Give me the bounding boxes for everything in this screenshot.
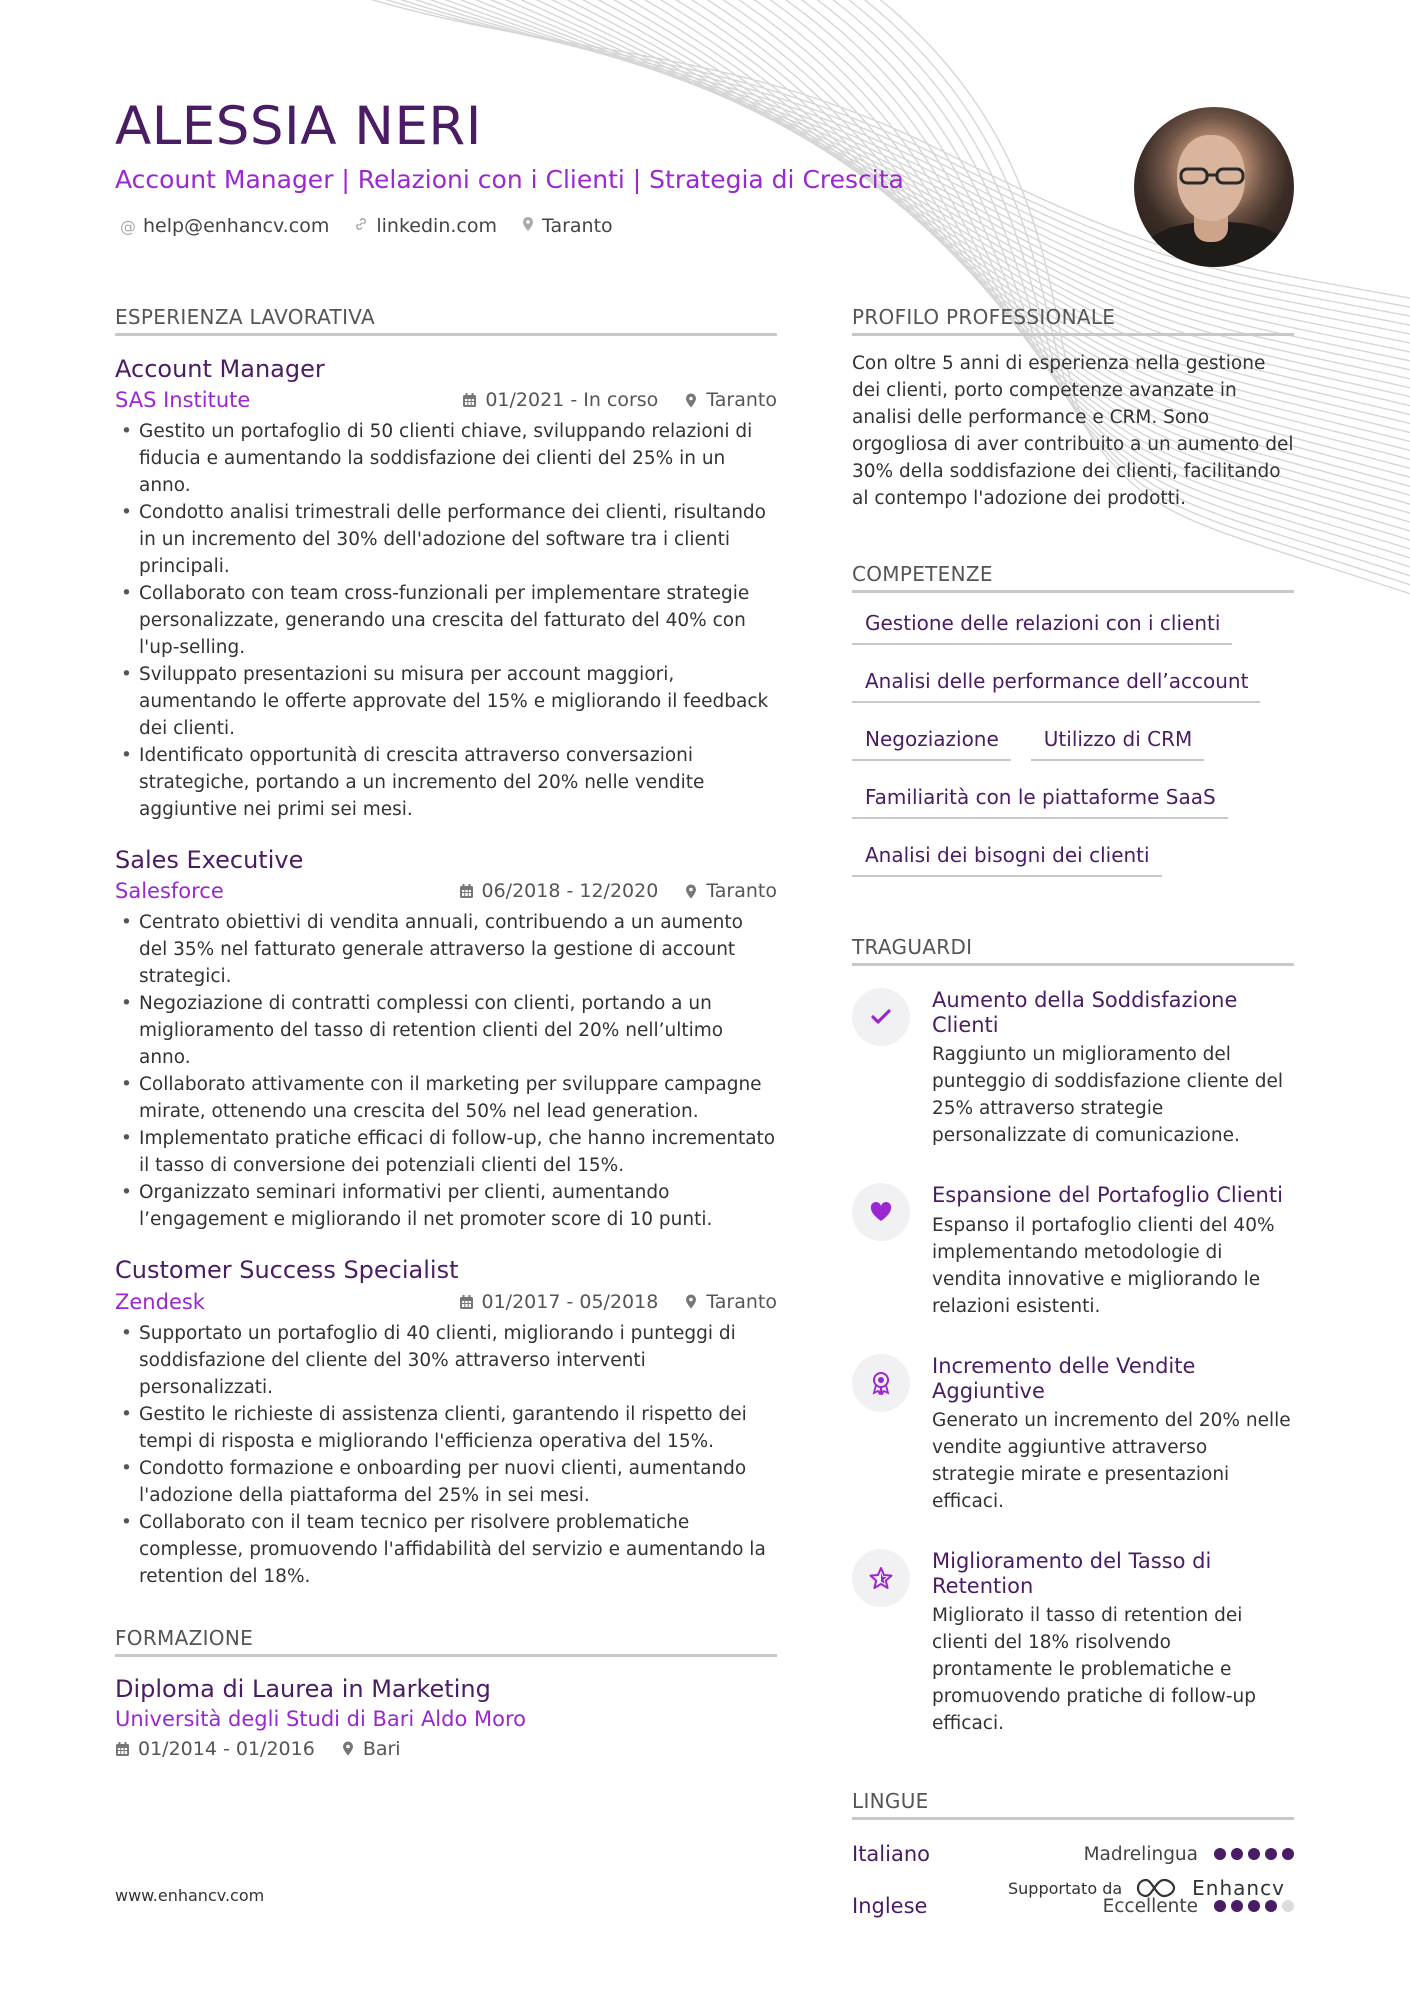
achievements-list [852, 988, 1294, 1737]
achievement-item [852, 988, 1294, 1149]
bullet-item: • Sviluppato presentazioni su misura per account maggiori, aumentando le offerte approvate del 15% e migliorando il feedback dei clienti. [115, 661, 777, 742]
language-rating [1214, 1900, 1294, 1912]
skill-tag: Analisi delle performance dell’account [852, 667, 1260, 703]
footer-powered-text: Supportato da [1008, 1878, 1123, 1898]
job-dates [462, 389, 658, 411]
language-name: Italiano [852, 1842, 930, 1867]
company-name: SAS Institute [115, 388, 251, 413]
email-contact[interactable] [120, 215, 329, 237]
job-dates [459, 1291, 659, 1313]
calendar-icon [459, 1294, 474, 1310]
language-name: Inglese [852, 1894, 928, 1919]
location-pin-icon [684, 392, 698, 409]
education-school: Università degli Studi di Bari Aldo Moro [115, 1706, 526, 1731]
rating-dot [1248, 1848, 1260, 1860]
language-item [852, 1842, 1294, 1866]
skills-section-title: COMPETENZE [852, 562, 1294, 593]
location-pin-icon [684, 883, 698, 900]
education-meta [115, 1738, 777, 1760]
job-bullets [115, 1320, 777, 1590]
footer-website[interactable]: www.enhancv.com [115, 1886, 265, 1905]
job-meta-right [459, 880, 778, 902]
email-text: help@enhancv.com [143, 215, 330, 237]
skill-tag: Analisi dei bisogni dei clienti [852, 841, 1162, 877]
rating-dot [1282, 1848, 1294, 1860]
education-location [341, 1738, 401, 1760]
job-location-text: Taranto [706, 1290, 777, 1313]
job-meta [115, 1290, 777, 1314]
education-section-title: FORMAZIONE [115, 1626, 777, 1657]
location-pin-icon [341, 1740, 355, 1757]
profile-summary: Con oltre 5 anni di esperienza nella gestione dei clienti, porto competenze avanzate in analisi delle performance e CRM. Sono orgogliosa di aver contribuito a un aumento del 30% della soddisfazione dei clienti, facilitando al contempo l'adozione dei prodotti. [852, 353, 1294, 509]
language-level: Eccellente [1102, 1895, 1198, 1917]
footer-branding [1008, 1876, 1285, 1900]
rating-dot [1265, 1900, 1277, 1912]
star-icon [852, 1549, 910, 1607]
experience-list [115, 354, 777, 1590]
achievement-title: Miglioramento del Tasso di Retention [932, 1548, 1212, 1599]
location-pin-icon [521, 216, 535, 236]
location-text: Taranto [542, 215, 613, 237]
bullet-item: • Implementato pratiche efficaci di follow-up, che hanno incrementato il tasso di conversione dei potenziali clienti del 15%. [115, 1125, 777, 1179]
job-entry [115, 354, 777, 823]
skill-tag: Familiarità con le piattaforme SaaS [852, 783, 1228, 819]
location-pin-icon [684, 1293, 698, 1310]
skill-tag: Utilizzo di CRM [1031, 725, 1204, 761]
job-dates-text: 01/2017 - 05/2018 [481, 1290, 659, 1313]
profile-photo [1134, 107, 1294, 267]
calendar-icon [462, 392, 477, 408]
job-title: Account Manager [115, 355, 325, 383]
achievement-item [852, 1549, 1294, 1737]
rating-dot [1282, 1900, 1294, 1912]
job-title: Customer Success Specialist [115, 1256, 459, 1285]
language-level-group [1084, 1844, 1294, 1865]
job-location [684, 389, 777, 411]
job-bullets [115, 909, 777, 1233]
footer-brand: Enhancv [1192, 1876, 1285, 1900]
enhancv-logo-icon [1134, 1876, 1180, 1900]
education-dates [115, 1738, 315, 1760]
achievement-description: Espanso il portafoglio clienti del 40% implementando metodologie di vendita innovative e migliorando le relazioni esistenti. [932, 1214, 1275, 1317]
achievement-description: Migliorato il tasso di retention dei clienti del 18% risolvendo prontamente le problematiche e promuovendo pratiche di follow-up efficaci. [932, 1605, 1257, 1735]
linkedin-text: linkedin.com [376, 215, 497, 237]
heart-icon [852, 1183, 910, 1241]
rating-dot [1231, 1848, 1243, 1860]
achievements-section-title: TRAGUARDI [852, 935, 1294, 966]
left-column [115, 305, 777, 1760]
achievement-body [932, 1354, 1294, 1515]
job-bullets [115, 418, 777, 823]
link-icon [353, 216, 369, 236]
headline: Account Manager | Relazioni con i Clienti | Strategia di Crescita [115, 165, 904, 194]
job-entry [115, 1255, 777, 1589]
achievement-item [852, 1183, 1294, 1319]
bullet-item: • Collaborato con team cross-funzionali per implementare strategie personalizzate, generando una crescita del fatturato del 40% con l'up-selling. [115, 580, 777, 661]
at-icon: @ [120, 216, 136, 236]
achievement-item [852, 1354, 1294, 1515]
bullet-item: • Condotto formazione e onboarding per nuovi clienti, aumentando l'adozione della piattaforma del 25% in sei mesi. [115, 1455, 777, 1509]
bullet-item: • Negoziazione di contratti complessi con clienti, portando a un miglioramento del tasso di retention clienti del 20% nell’ultimo anno. [115, 990, 777, 1071]
company-name: Salesforce [115, 879, 224, 904]
rating-dot [1214, 1848, 1226, 1860]
check-icon [852, 988, 910, 1046]
rating-dot [1248, 1900, 1260, 1912]
job-dates [459, 880, 659, 902]
linkedin-contact[interactable] [353, 215, 497, 237]
bullet-item: • Collaborato attivamente con il marketing per sviluppare campagne mirate, ottenendo una crescita del 50% nel lead generation. [115, 1071, 777, 1125]
company-name: Zendesk [115, 1289, 205, 1314]
job-location-text: Taranto [706, 880, 777, 903]
right-column [852, 305, 1294, 1918]
job-dates-text: 01/2021 - In corso [485, 389, 659, 412]
candidate-name: ALESSIA NERI [115, 96, 482, 157]
rating-dot [1231, 1900, 1243, 1912]
bullet-item: • Organizzato seminari informativi per clienti, aumentando l’engagement e migliorando il net promoter score di 10 punti. [115, 1179, 777, 1233]
education-location-text: Bari [362, 1737, 401, 1760]
job-title: Sales Executive [115, 846, 304, 875]
job-entry [115, 845, 777, 1233]
bullet-item: • Centrato obiettivi di vendita annuali, contribuendo a un aumento del 35% nel fatturato generale attraverso la gestione di account strategici. [115, 909, 777, 990]
skill-tag: Negoziazione [852, 725, 1011, 761]
job-meta-right [462, 389, 777, 411]
achievement-body [932, 1183, 1294, 1319]
skills-list [852, 609, 1294, 877]
bullet-item: • Collaborato con il team tecnico per risolvere problematiche complesse, promuovendo l'affidabilità del servizio e aumentando la retention del 18%. [115, 1509, 777, 1590]
bullet-item: • Gestito le richieste di assistenza clienti, garantendo il rispetto dei tempi di risposta e migliorando l'efficienza operativa del 15%. [115, 1401, 777, 1455]
job-location-text: Taranto [706, 389, 777, 412]
bullet-item: • Supportato un portafoglio di 40 clienti, migliorando i punteggi di soddisfazione del cliente del 30% attraverso interventi personalizzati. [115, 1320, 777, 1401]
achievement-title: Aumento della Soddisfazione Clienti [932, 988, 1238, 1038]
achievement-body [932, 988, 1294, 1149]
job-meta [115, 879, 777, 903]
bullet-item: • Gestito un portafoglio di 50 clienti chiave, sviluppando relazioni di fiducia e aumentando la soddisfazione dei clienti del 25% in un anno. [115, 418, 777, 499]
award-icon [852, 1354, 910, 1412]
languages-section-title: LINGUE [852, 1789, 1294, 1820]
job-location [684, 1291, 777, 1313]
achievement-description: Raggiunto un miglioramento del punteggio di soddisfazione cliente del 25% attraverso strategie personalizzate di comunicazione. [932, 1044, 1283, 1147]
achievement-body [932, 1549, 1294, 1737]
profile-section-title: PROFILO PROFESSIONALE [852, 305, 1294, 336]
education-dates-text: 01/2014 - 01/2016 [138, 1737, 315, 1760]
location-contact [521, 215, 613, 237]
achievement-description: Generato un incremento del 20% nelle vendite aggiuntive attraverso strategie mirate e presentazioni efficaci. [932, 1409, 1291, 1512]
calendar-icon [459, 883, 474, 899]
education-degree: Diploma di Laurea in Marketing [115, 1674, 491, 1703]
rating-dot [1265, 1848, 1277, 1860]
achievement-title: Espansione del Portafoglio Clienti [932, 1183, 1283, 1208]
calendar-icon [115, 1741, 130, 1757]
bullet-item: • Condotto analisi trimestrali delle performance dei clienti, risultando in un incremento del 30% dell'adozione del software tra i clienti principali. [115, 499, 777, 580]
job-dates-text: 06/2018 - 12/2020 [481, 880, 659, 903]
experience-section-title: ESPERIENZA LAVORATIVA [115, 305, 777, 336]
job-meta [115, 388, 777, 412]
language-level: Madrelingua [1083, 1843, 1198, 1865]
rating-dot [1214, 1900, 1226, 1912]
skill-tag: Gestione delle relazioni con i clienti [852, 609, 1232, 645]
achievement-title: Incremento delle Vendite Aggiuntive [932, 1353, 1196, 1403]
job-location [684, 880, 777, 902]
bullet-item: • Identificato opportunità di crescita attraverso conversazioni strategiche, portando a un incremento del 20% nelle vendite aggiuntive nei primi sei mesi. [115, 742, 777, 823]
contact-info [120, 215, 613, 237]
job-meta-right [459, 1291, 778, 1313]
language-rating [1214, 1848, 1294, 1860]
